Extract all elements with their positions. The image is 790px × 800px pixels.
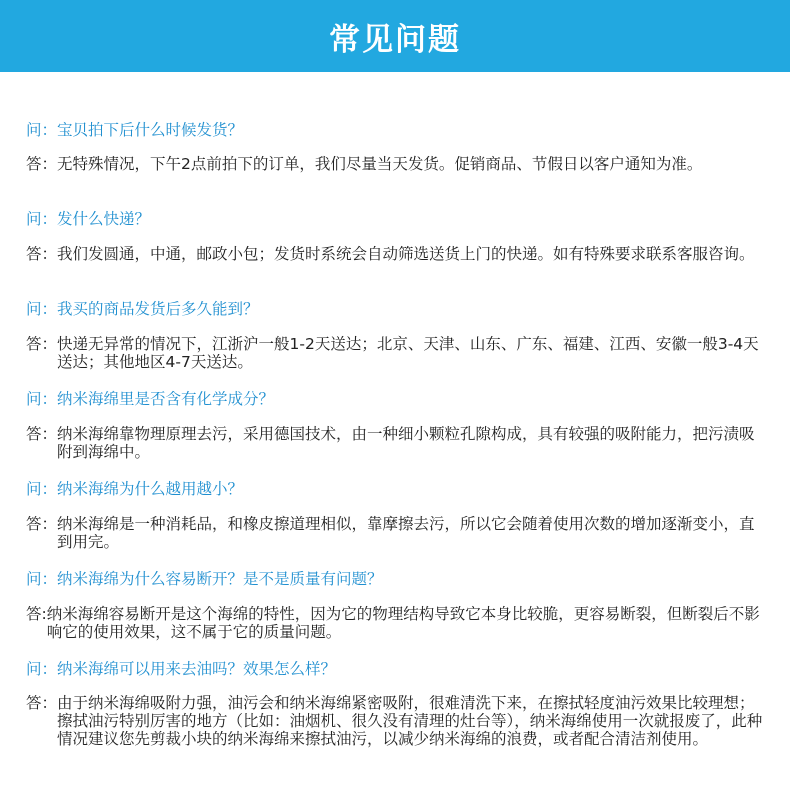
answer-text: 无特殊情况，下午2点前拍下的订单，我们尽量当天发货。促销商品、节假日以客户通知为准。: [57, 155, 703, 173]
question-text: 发什么快递？: [57, 210, 151, 228]
question-prefix: 问：: [26, 390, 58, 408]
faq-answer-3: [26, 335, 766, 371]
question-prefix: 问：: [26, 480, 58, 498]
faq-question-1: [26, 121, 766, 139]
faq-question-3: [26, 300, 766, 318]
question-text: 我买的商品发货后多久能到？: [57, 300, 259, 318]
question-text: 纳米海绵可以用来去油吗？效果怎么样？: [57, 660, 337, 678]
answer-prefix: 答：: [26, 155, 58, 173]
answer-text: 纳米海绵容易断开是这个海绵的特性，因为它的物理结构导致它本身比较脆，更容易断裂，但断裂后不影响它的使用效果，这不属于它的质量问题。: [46, 605, 760, 641]
question-prefix: 问：: [26, 660, 58, 678]
answer-prefix: 答：: [26, 425, 58, 443]
question-text: 纳米海绵为什么容易断开？是不是质量有问题？: [57, 570, 383, 588]
answer-prefix: 答:: [26, 605, 47, 623]
faq-answer-7: [26, 694, 766, 748]
answer-text: 由于纳米海绵吸附力强，油污会和纳米海绵紧密吸附，很难清洗下来，在擦拭轻度油污效果比较理想；擦拭油污特别厉害的地方（比如：油烟机、很久没有清理的灶台等），纳米海绵使用一次就报废了，此种情况建议您先剪裁小块的纳米海绵来擦拭油污，以减少纳米海绵的浪费，或者配合清洁剂使用。: [57, 694, 763, 748]
page-title: 常见问题: [329, 21, 461, 58]
question-prefix: 问：: [26, 570, 58, 588]
answer-prefix: 答：: [26, 245, 58, 263]
faq-answer-6: [26, 605, 766, 641]
question-prefix: 问：: [26, 121, 58, 139]
answer-prefix: 答：: [26, 515, 58, 533]
question-text: 宝贝拍下后什么时候发货？: [57, 121, 244, 139]
question-text: 纳米海绵里是否含有化学成分？: [57, 390, 275, 408]
answer-text: 快递无异常的情况下，江浙沪一般1-2天送达；北京、天津、山东、广东、福建、江西、安徽一般3-4天送达；其他地区4-7天送达。: [57, 335, 759, 371]
faq-question-7: [26, 660, 766, 678]
faq-question-5: [26, 480, 766, 498]
question-prefix: 问：: [26, 300, 58, 318]
answer-prefix: 答：: [26, 335, 58, 353]
faq-answer-5: [26, 515, 766, 551]
answer-text: 纳米海绵是一种消耗品，和橡皮擦道理相似，靠摩擦去污，所以它会随着使用次数的增加逐渐变小，直到用完。: [57, 515, 755, 551]
faq-question-6: [26, 570, 766, 588]
answer-text: 我们发圆通，中通，邮政小包；发货时系统会自动筛选送货上门的快递。如有特殊要求联系客服咨询。: [57, 245, 755, 263]
faq-answer-1: [26, 155, 766, 173]
answer-text: 纳米海绵靠物理原理去污，采用德国技术，由一种细小颗粒孔隙构成，具有较强的吸附能力，把污渍吸附到海绵中。: [57, 425, 755, 461]
question-prefix: 问：: [26, 210, 58, 228]
faq-answer-2: [26, 245, 766, 263]
faq-question-2: [26, 210, 766, 228]
question-text: 纳米海绵为什么越用越小？: [57, 480, 244, 498]
answer-prefix: 答：: [26, 694, 58, 712]
faq-question-4: [26, 390, 766, 408]
faq-answer-4: [26, 425, 766, 461]
